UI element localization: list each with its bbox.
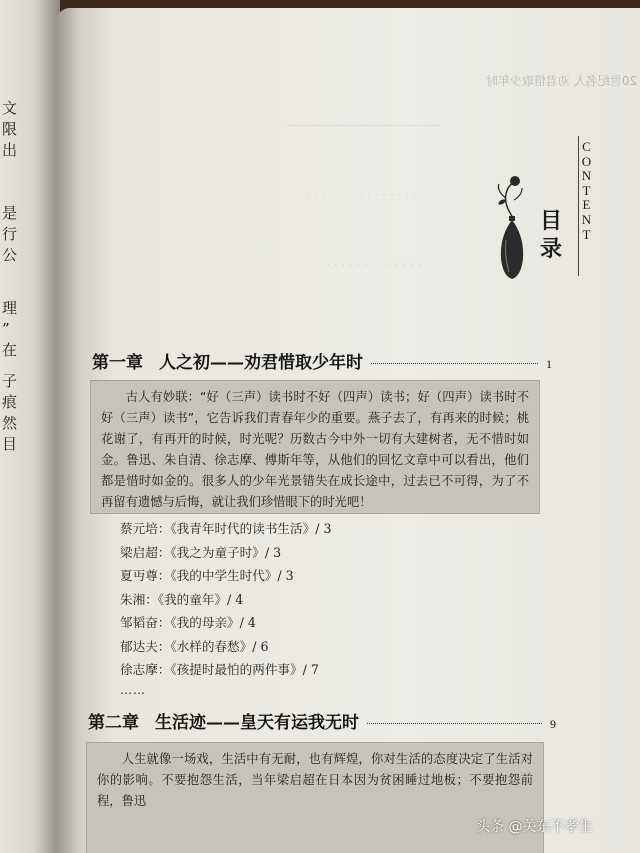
content-letter: C [582, 139, 592, 154]
toc-entry[interactable]: 朱湘：《我的童年》/ 4 [120, 591, 244, 607]
left-page-gap [2, 161, 26, 203]
toc-title [540, 208, 566, 264]
chapter-number: 第二章 [88, 713, 139, 733]
leader-dots [371, 363, 538, 364]
vertical-rule [578, 136, 579, 276]
content-letter: T [582, 182, 592, 198]
content-letter: O [581, 153, 593, 169]
toc-title-char: 录 [540, 237, 563, 262]
chapter-2-heading[interactable] [88, 708, 556, 733]
watermark: 头条 @关东不孝生 [476, 819, 593, 835]
left-page-char: ” [2, 320, 10, 338]
content-letter: N [581, 211, 593, 227]
toc-entry[interactable]: 夏丏尊：《我的中学生时代》/ 3 [120, 568, 294, 583]
chapter-page-number: 1 [546, 357, 552, 371]
left-page-gap [2, 361, 26, 371]
toc-entry[interactable]: 邹韬奋：《我的母亲》/ 4 [120, 615, 256, 630]
content-letter: E [582, 197, 592, 213]
left-page-char: 限 [2, 120, 18, 138]
bleed-through-text: · · · · · · · · · · · · · · · [306, 188, 417, 202]
left-page-char: 在 [2, 341, 18, 359]
left-page-edge [0, 0, 60, 853]
toc-entry[interactable]: 蔡元培：《我青年时代的读书生活》/ 3 [120, 521, 332, 536]
left-page-char: 是 [2, 204, 18, 222]
vase-with-flower-icon [492, 170, 532, 282]
left-page-char: 公 [2, 246, 18, 264]
leader-dots [367, 723, 542, 724]
content-letter: T [582, 226, 592, 242]
left-page-char: 行 [2, 225, 18, 243]
left-page-char: 子 [2, 372, 18, 390]
content-letter: N [581, 168, 593, 184]
toc-entry[interactable]: 郁达夫：《水样的春愁》/ 6 [120, 638, 269, 654]
left-page-char: 目 [2, 435, 18, 453]
bleed-through-text: ————————————— [286, 118, 442, 132]
chapter-page-number: 9 [550, 717, 556, 731]
chapter-number: 第一章 [92, 353, 143, 373]
left-page-char: 然 [2, 414, 18, 432]
toc-title-char: 目 [540, 209, 563, 234]
left-page-char: 出 [2, 141, 18, 159]
bleed-through-text: · · · · · · · · · · · · · [326, 258, 422, 272]
toc-page [56, 8, 640, 853]
toc-entry[interactable]: 徐志摩：《孩提时最怕的两件事》/ 7 [120, 662, 319, 677]
left-page-text [2, 98, 26, 455]
chapter-title: 人之初——劝君惜取少年时 [159, 353, 363, 373]
left-page-gap [2, 266, 26, 298]
toc-entry[interactable]: 梁启超：《我之为童子时》/ 3 [120, 544, 282, 560]
left-page-char: 理 [2, 299, 18, 317]
chapter-title: 生活迹——皇天有运我无时 [155, 713, 359, 733]
chapter-2-intro: 人生就像一场戏，生活中有无耐，也有辉煌，你对生活的态度决定了生活对你的影响。不要抱怨生活，当年梁启超在日本因为贫困睡过地板；不要抱怨前程，鲁迅 [86, 742, 544, 853]
chapter-1-intro: 古人有妙联：“好（三声）读书时不好（四声）读书；好（四声）读书时不好（三声）读书”，它告诉我们青春年少的重要。燕子去了，有再来的时候；桃花谢了，有再开的时候，时光呢？历数古今中外一切有大建树者，无不惜时如金。鲁迅、朱自清、徐志摩、傅斯年等，从他们的回忆文章中可以看出，他们都是惜时如金的。很多人的少年光景错失在成长途中，过去已不可得，为了不再留有遗憾与后悔，就让我们珍惜眼下的时光吧！ [90, 380, 540, 514]
running-header: 20世纪名人 劝君惜取少年时 [486, 74, 638, 88]
chapter-1-heading[interactable] [92, 348, 552, 373]
content-vertical-label [580, 140, 594, 242]
left-page-char: 痕 [2, 393, 18, 411]
left-page-char: 文 [2, 99, 18, 117]
chapter-1-entries [120, 518, 331, 697]
more-entries-ellipsis: …… [120, 682, 146, 697]
